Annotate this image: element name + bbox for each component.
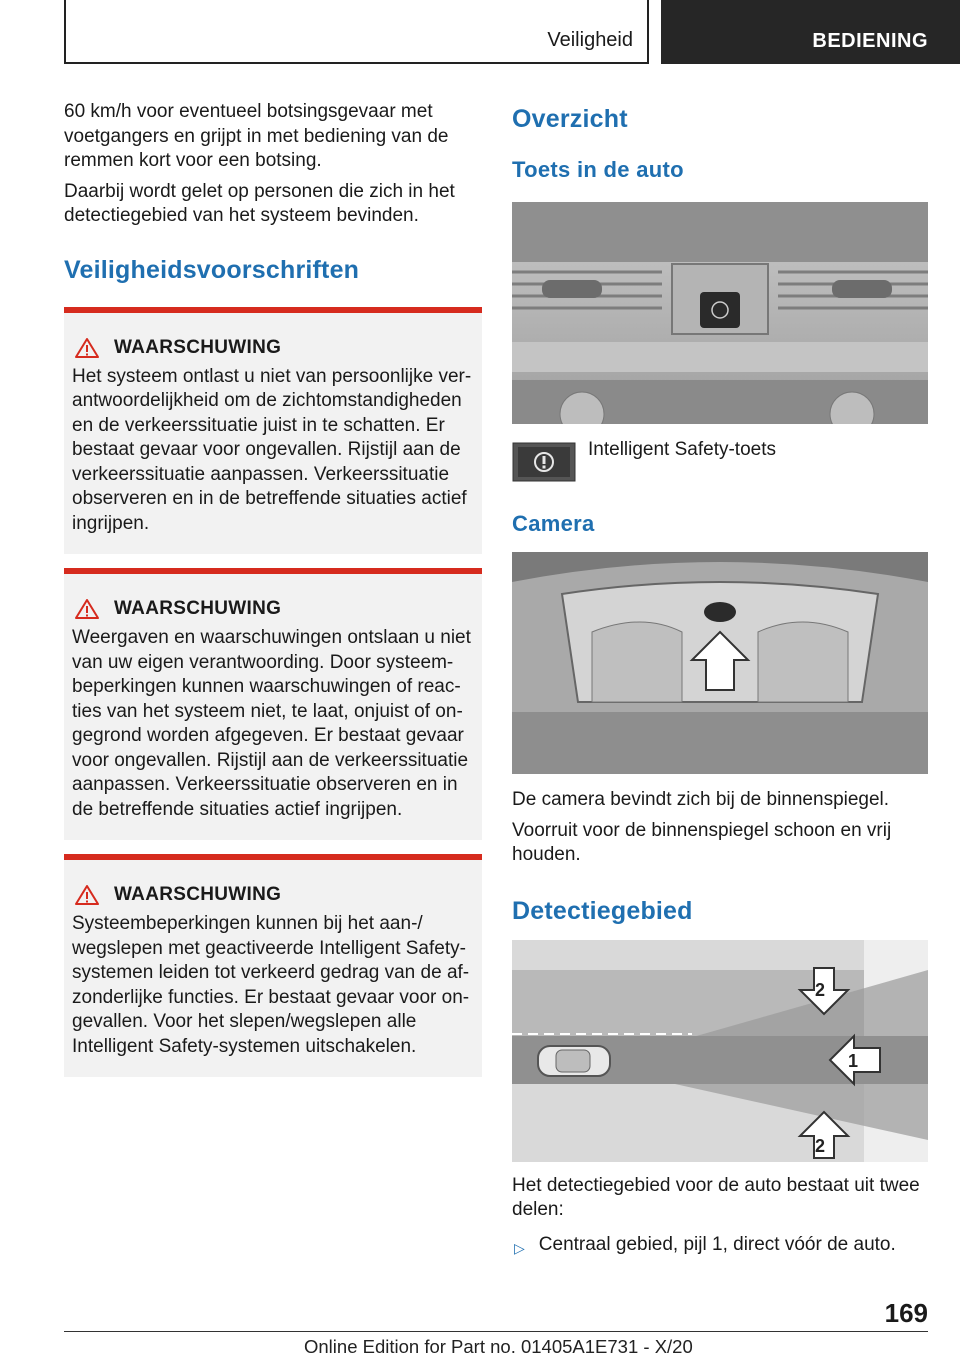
button-caption: Intelligent Safety-toets — [588, 439, 776, 460]
warning-triangle-icon — [74, 598, 100, 620]
safety-heading: Veiligheidsvoorschriften — [64, 255, 360, 284]
bullet-text: Centraal gebied, pijl 1, direct vóór de auto. — [538, 1233, 896, 1255]
header-section-label: Veiligheid — [547, 29, 633, 51]
warning-title: WAARSCHUWING — [114, 598, 282, 619]
warning-box — [64, 854, 482, 1077]
overview-heading: Overzicht — [512, 105, 628, 133]
intro-paragraph: Daarbij wordt gelet op personen die zich in het detectiegebied van het systeem bevinden. — [64, 180, 455, 226]
header-chapter-tab — [661, 0, 960, 64]
detection-figure — [512, 940, 928, 1162]
warning-title: WAARSCHUWING — [114, 336, 282, 358]
area-paragraph: Het detectiegebied voor de auto bestaat uit twee delen: — [512, 1174, 920, 1220]
bullet-item — [512, 1233, 928, 1260]
dashboard-figure — [512, 202, 928, 424]
footer-edition: Online Edition for Part no. 01405A1E731 - X/20 — [304, 1336, 693, 1357]
warning-box — [64, 568, 482, 840]
camera-illustration — [512, 552, 928, 774]
warning-text: Systeembeperkingen kunnen bij het aan-/ wegslepen met geactiveerde Intelligent Safety-systemen leiden tot verkeerd gedrag van de afzonderlijke functies. Er bestaat gevaar voor ongevallen. Voor het slepen/wegslepen alle Intelligent Safety-systemen uitschakelen. — [72, 913, 470, 1057]
detection-area-illustration — [512, 940, 928, 1162]
warning-triangle-icon — [74, 337, 100, 359]
warning-text: Weergaven en waarschuwingen ontslaan u niet van uw eigen verantwoording. Door systeembeperkingen kunnen waarschuwingen of reacties van het systeem niet, te laat, onjuist of ongegrond worden afgegeven. Er bestaat gevaar voor ongevallen. Rijstijl aan de verkeerssituatie aanpassen. Verkeerssituatie observeren en in de betreffende situaties actief ingrijpen. — [72, 627, 471, 820]
page-number: 169 — [884, 1298, 928, 1328]
footer-divider — [64, 1331, 928, 1332]
camera-subheading: Camera — [512, 511, 595, 536]
button-subheading: Toets in de auto — [512, 157, 684, 182]
arrow-center-label: 1 — [848, 1050, 859, 1071]
camera-paragraph: Voorruit voor de binnenspiegel schoon en vrij houden. — [512, 819, 892, 865]
camera-paragraph: De camera bevindt zich bij de binnenspiegel. — [512, 789, 890, 810]
camera-figure — [512, 552, 928, 774]
warning-triangle-icon — [74, 884, 100, 906]
warning-title: WAARSCHUWING — [114, 884, 282, 905]
arrow-bottom-label: 2 — [815, 1135, 826, 1156]
left-column — [64, 100, 482, 1091]
warning-text: Het systeem ontlast u niet van persoonlijke verantwoordelijkheid om de zichtomstandigheden en de verkeerssituatie juist in te schatten. Er bestaat gevaar voor ongevallen. Rijstijl aan de verkeerssituatie aanpassen. Verkeerssituatie observeren en in de betreffende situaties actief ingrijpen. — [72, 365, 472, 534]
intelligent-safety-button-icon — [512, 442, 576, 482]
intro-paragraph: 60 km/h voor eventueel botsingsgevaar met voetgangers en grijpt in met bediening van de remmen kort voor een botsing. — [64, 101, 449, 171]
detection-heading: Detectiegebied — [512, 896, 693, 925]
arrow-top-label: 2 — [815, 979, 826, 1000]
dashboard-illustration — [512, 202, 928, 424]
header-chapter-label: BEDIENING — [812, 30, 928, 52]
header-section-tab — [64, 0, 649, 64]
right-column — [512, 100, 928, 1260]
triangle-bullet-icon: ▷ — [514, 1239, 525, 1256]
warning-box — [64, 307, 482, 555]
button-legend — [512, 439, 928, 482]
